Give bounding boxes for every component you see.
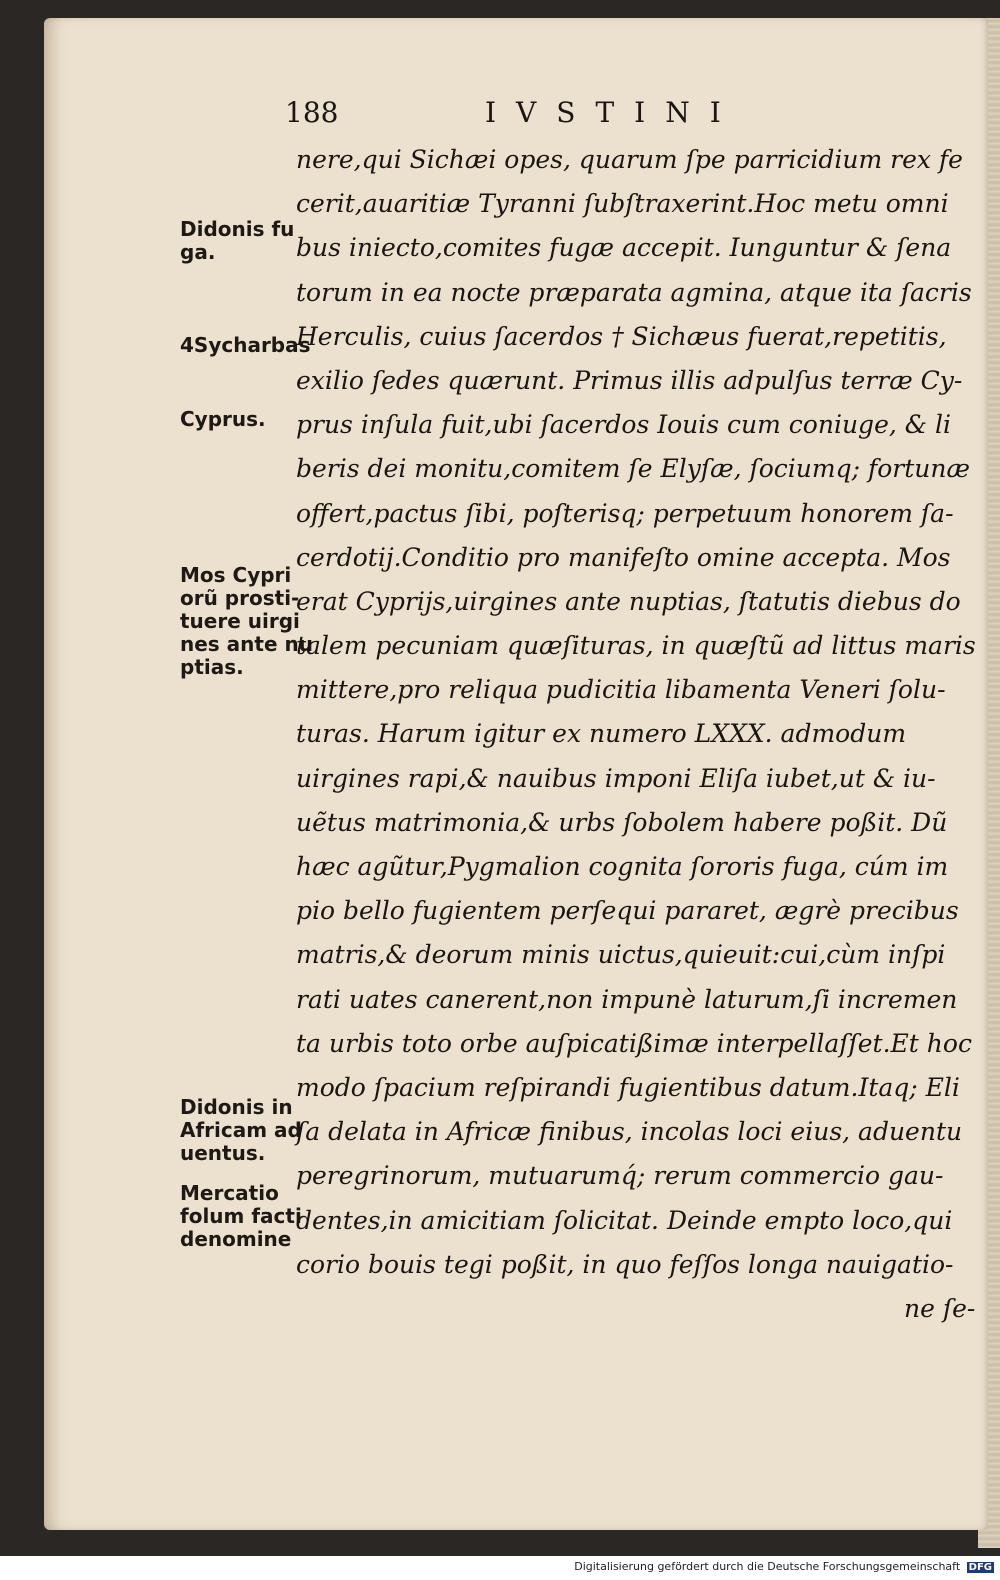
text-line: beris dei monitu,comitem ſe Elyſæ, ſociumq; fortunæ bbox=[296, 454, 970, 484]
body-text bbox=[296, 138, 976, 1331]
text-line: corio bouis tegi poßit, in quo feſſos longa nauigatio- bbox=[296, 1249, 954, 1279]
margin-note-line: Didonis fu bbox=[180, 217, 295, 241]
margin-note-mos-cypriorum bbox=[180, 564, 313, 679]
margin-note-didonis-aduentus bbox=[180, 1096, 302, 1165]
text-line: uirgines rapi,& nauibus imponi Eliſa iubet,ut & iu- bbox=[296, 763, 936, 793]
running-head bbox=[285, 96, 785, 136]
text-line: torum in ea nocte præparata agmina, atque ita ſacris bbox=[296, 277, 972, 307]
page-number: 188 bbox=[285, 96, 339, 129]
text-line: exilio ſedes quærunt. Primus illis adpulſus terræ Cy- bbox=[296, 365, 963, 395]
margin-note-line: folum facti bbox=[180, 1204, 302, 1228]
text-line: uẽtus matrimonia,& urbs ſobolem habere poßit. Dũ bbox=[296, 807, 948, 837]
margin-note-cyprus bbox=[180, 408, 266, 431]
funding-credit: Digitalisierung gefördert durch die Deutsche Forschungsgemeinschaft bbox=[574, 1560, 961, 1573]
margin-note-mercatio bbox=[180, 1182, 302, 1251]
margin-note-line: Mos Cypri bbox=[180, 563, 292, 587]
margin-note-line: 4Sycharbas bbox=[180, 333, 311, 357]
text-line: cerdotij.Conditio pro manifeſto omine accepta. Mos bbox=[296, 542, 951, 572]
footer-credit bbox=[574, 1560, 994, 1573]
margin-note-line: Mercatio bbox=[180, 1181, 279, 1205]
margin-note-line: orũ prosti- bbox=[180, 586, 300, 610]
text-line: dentes,in amicitiam ſolicitat. Deinde empto loco,qui bbox=[296, 1205, 953, 1235]
margin-note-line: uentus. bbox=[180, 1141, 266, 1165]
text-line: cerit,auaritiæ Tyranni ſubſtraxerint.Hoc metu omni bbox=[296, 189, 949, 219]
catchword: ne ſe- bbox=[904, 1293, 976, 1323]
text-line: modo ſpacium reſpirandi fugientibus datum.Itaq; Eli bbox=[296, 1072, 960, 1102]
margin-note-line: nes ante nu bbox=[180, 632, 313, 656]
text-line: bus iniecto,comites fugæ accepit. Iunguntur & ſena bbox=[296, 233, 952, 263]
margin-note-line: denomine bbox=[180, 1227, 292, 1251]
margin-note-line: Africam ad bbox=[180, 1118, 302, 1142]
text-line: turas. Harum igitur ex numero LXXX. admodum bbox=[296, 719, 907, 749]
text-line: talem pecuniam quæſituras, in quæſtũ ad littus maris bbox=[296, 631, 976, 661]
text-line: matris,& deorum minis uictus,quieuit:cui,cùm inſpi bbox=[296, 940, 946, 970]
margin-note-line: Didonis in bbox=[180, 1095, 293, 1119]
dfg-logo: DFG bbox=[968, 1562, 992, 1573]
text-line: Herculis, cuius ſacerdos † Sichæus fuerat,repetitis, bbox=[296, 321, 947, 351]
margin-note-line: ptias. bbox=[180, 655, 244, 679]
text-line: nere,qui Sichæi opes, quarum ſpe parricidium rex fe bbox=[296, 145, 963, 174]
margin-note-line: tuere uirgi bbox=[180, 609, 300, 633]
text-line: pio bello fugientem perſequi pararet, ægrè precibus bbox=[296, 896, 959, 926]
text-line: ſa delata in Africæ finibus, incolas loci eius, aduentu bbox=[296, 1117, 963, 1147]
text-line: erat Cyprijs,uirgines ante nuptias, ſtatutis diebus do bbox=[296, 586, 961, 616]
margin-note-sycharbas bbox=[180, 334, 311, 357]
text-line: prus inſula fuit,ubi ſacerdos Iouis cum coniuge, & li bbox=[296, 410, 951, 440]
running-title: IVSTINI bbox=[485, 96, 741, 129]
text-line: ta urbis toto orbe auſpicatißimæ interpellaſſet.Et hoc bbox=[296, 1028, 972, 1058]
text-line: rati uates canerent,non impunè laturum,ſi incremen bbox=[296, 984, 958, 1014]
text-line: offert,pactus ſibi, poſterisq; perpetuum honorem ſa- bbox=[296, 498, 954, 528]
text-line: mittere,pro reliqua pudicitia libamenta Veneri ſolu- bbox=[296, 675, 946, 705]
margin-note-didonis-fuga bbox=[180, 218, 294, 264]
margin-note-line: Cyprus. bbox=[180, 407, 266, 431]
margin-note-line: ga. bbox=[180, 240, 216, 264]
text-line: hæc agũtur,Pygmalion cognita ſororis fuga, cúm im bbox=[296, 852, 949, 881]
text-line: peregrinorum, mutuarumq́; rerum commercio gau- bbox=[296, 1161, 944, 1191]
